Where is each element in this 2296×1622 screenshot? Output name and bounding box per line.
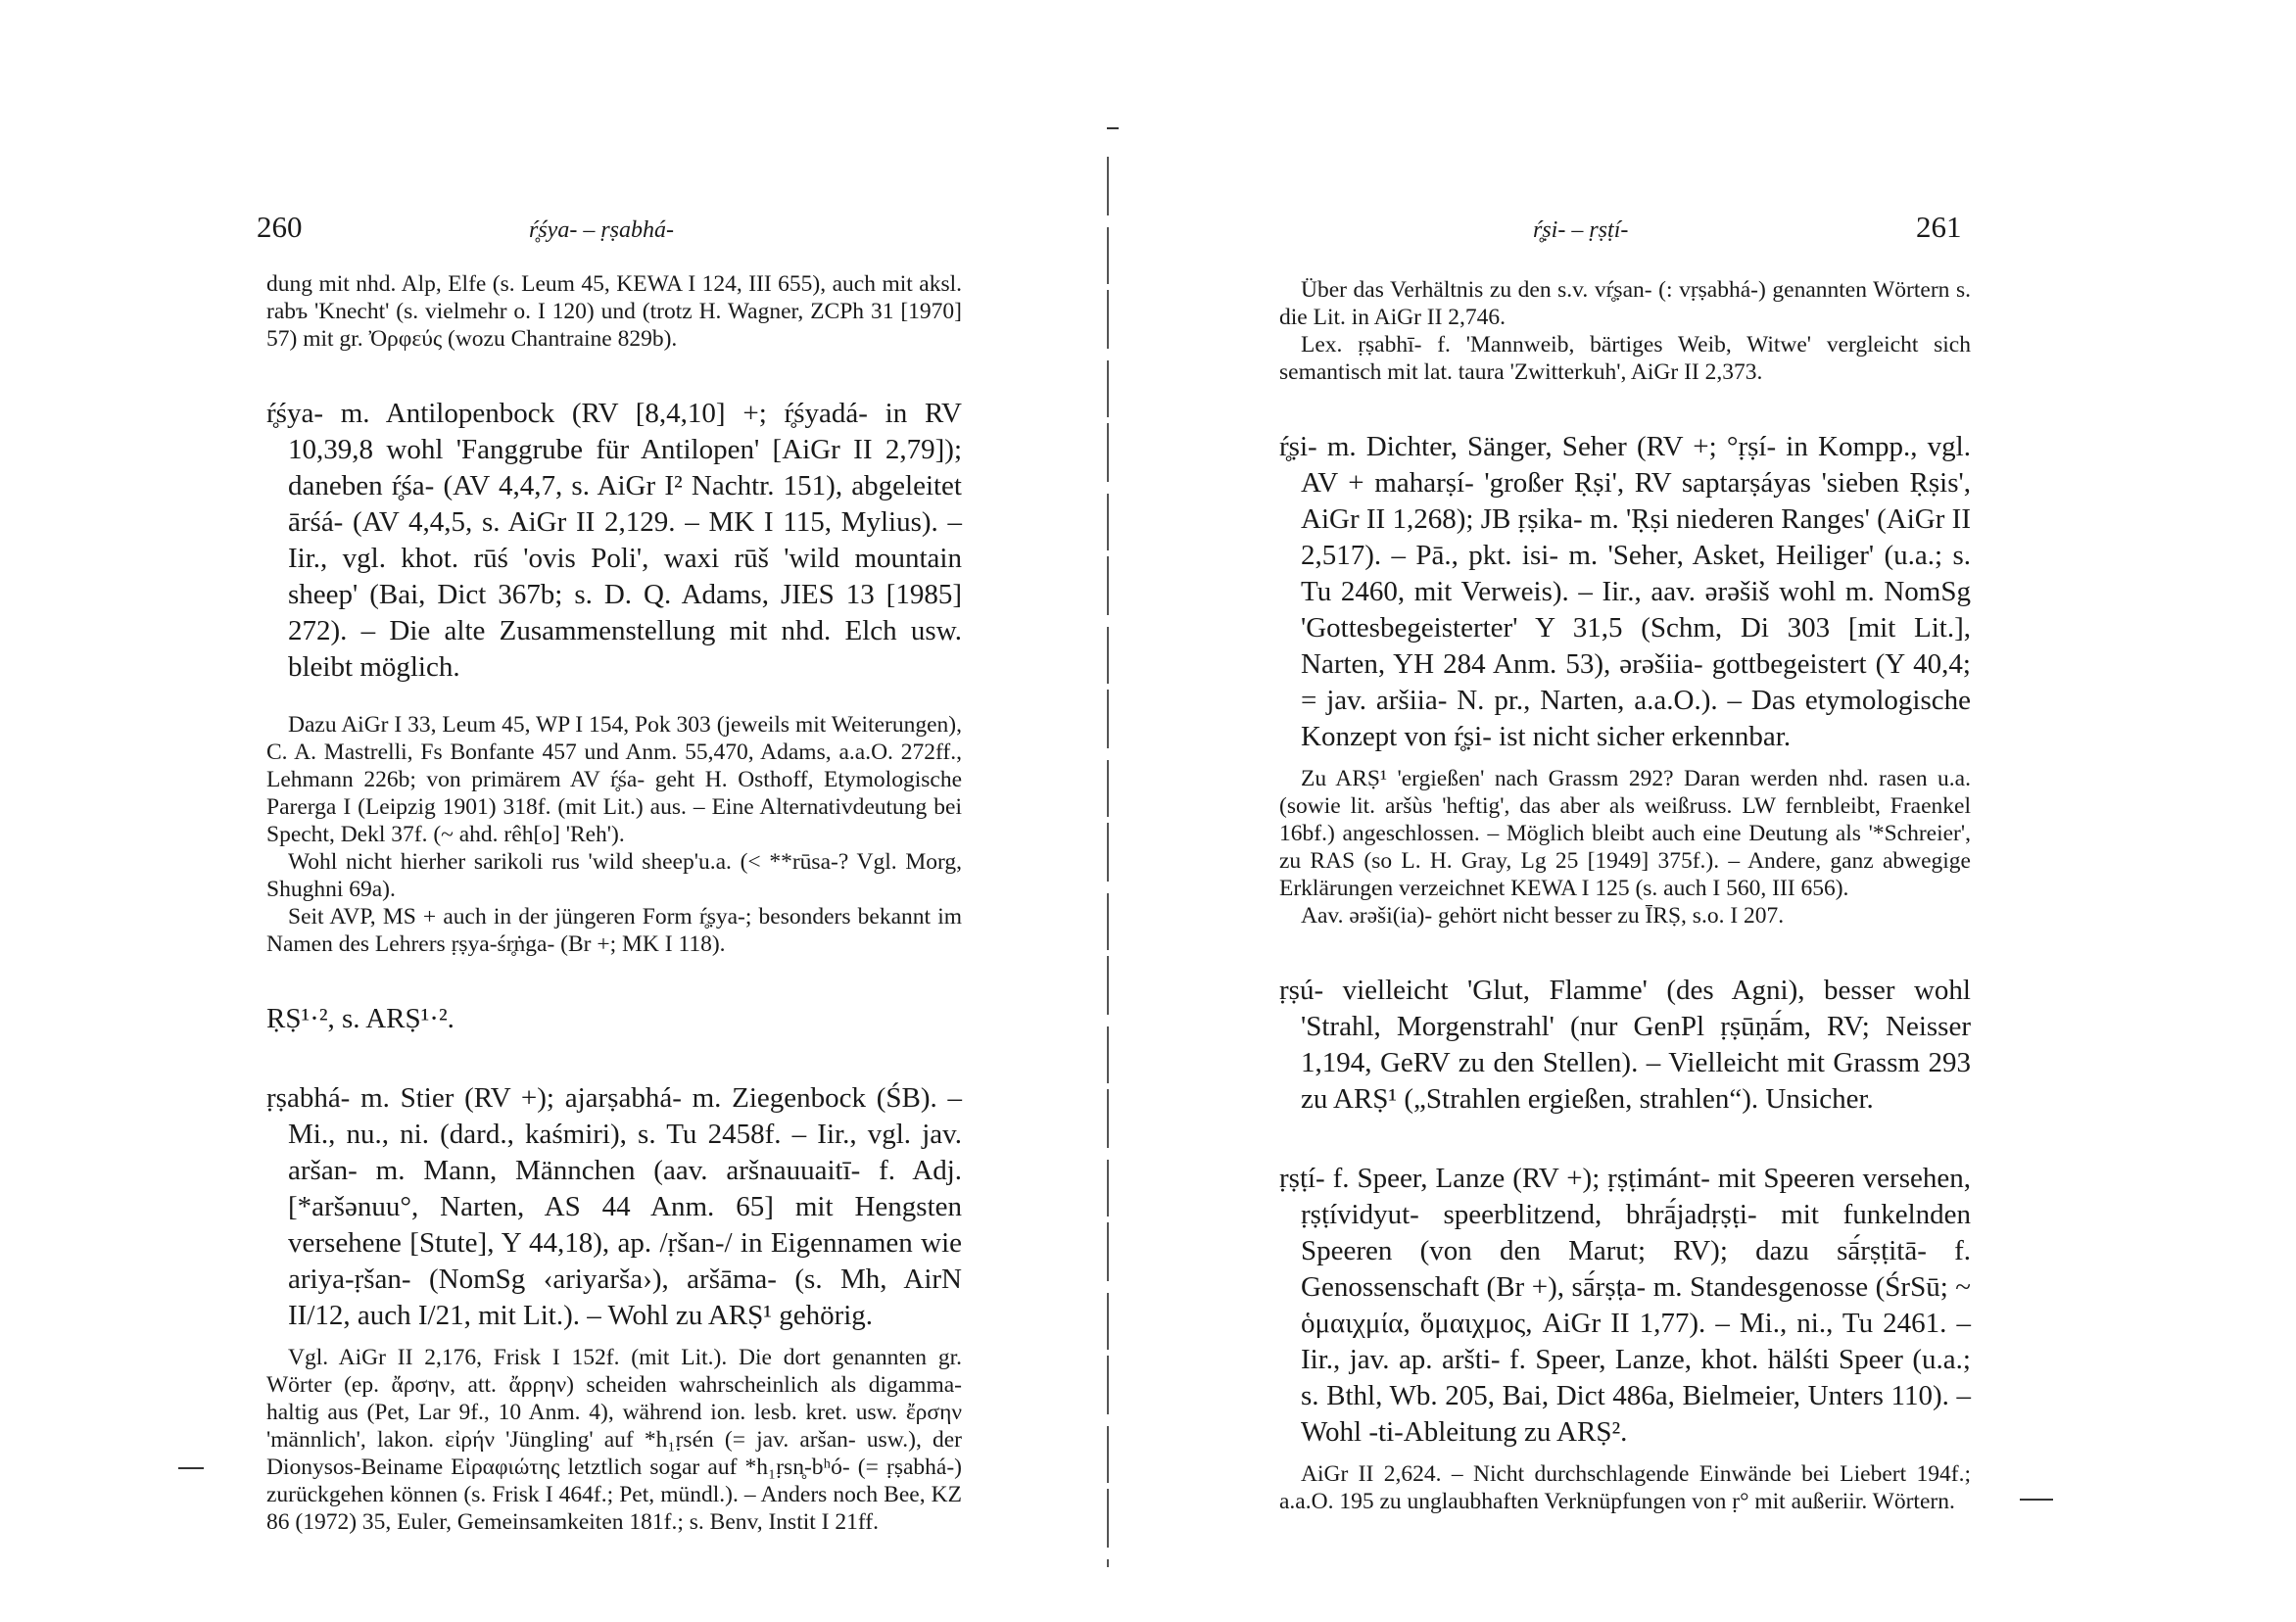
text-column — [1279, 276, 1971, 1515]
note-paragraph: Lex. ṛṣabhī- f. 'Mannweib, bärtiges Weib, Witwe' vergleicht sich semantisch mit lat. taura 'Zwitterkuh', AiGr II 2,373. — [1279, 332, 1971, 385]
paragraph-continuation: dung mit nhd. Alp, Elfe (s. Leum 45, KEWA I 124, III 655), auch mit aksl. rabъ 'Knecht' (s. vielmehr o. I 120) und (trotz H. Wagner, ZCPh 31 [1970] 57) mit gr. Ὀρφεύς (wozu Chantraine 829b). — [266, 271, 962, 352]
text-column — [266, 270, 962, 1536]
running-head: ŕ̥ṣi- – ṛṣṭí- — [1533, 217, 1629, 243]
entry-rsu: ṛṣú- vielleicht 'Glut, Flamme' (des Agni), besser wohl 'Strahl, Morgenstrahl' (nur GenPl ṛṣūṇā́m, RV; Neisser 1,194, GeRV zu den Stellen). – Vielleicht mit Grassm 293 zu ARṢ¹ („Strahlen ergießen, strahlen“). Unsicher. — [1279, 975, 1971, 1115]
entry-rsti: ṛṣṭí- f. Speer, Lanze (RV +); ṛṣṭimánt- mit Speeren versehen, ṛṣṭívidyut- speerblitzend, bhrā́jadṛṣṭi- mit funkelnden Speeren (von den Marut; RV); dazu sā́rṣṭitā- f. Genossenschaft (Br +), sā́rṣṭa- m. Standesgenosse (ŚrSū; ~ ὁμαιχμία, ὅμαιχμος, AiGr II 1,77). – Mi., ni., Tu 2461. – Iir., jav. ap. aršti- f. Speer, Lanze, khot. hälśti Speer (u.a.; s. Bthl, Wb. 205, Bai, Dict 486a, Bielmeier, Unters 110). – Wohl -ti-Ableitung zu ARṢ². — [1279, 1163, 1971, 1448]
note-paragraph: AiGr II 2,624. – Nicht durchschlagende Einwände bei Liebert 194f.; a.a.O. 195 zu unglaubhaften Verknüpfungen von ṛ° mit außeriir. Wörtern. — [1279, 1461, 1971, 1514]
note-paragraph: Zu ARṢ¹ 'ergießen' nach Grassm 292? Daran werden nhd. rasen u.a. (sowie lit. aršùs 'heftig', das aber als weißruss. LW fernbleibt, Fraenkel 16bf.) angeschlossen. – Möglich bleibt auch eine Deutung als '*Schreier', zu RAS (so L. H. Gray, Lg 25 [1949] 375f.). – Andere, ganz abwegige Erklärungen verzeichnet KEWA I 125 (s. auch I 560, III 656). — [1279, 766, 1971, 901]
note-paragraph: Seit AVP, MS + auch in der jüngeren Form ŕ̥ṣya-; besonders bekannt im Namen des Lehrers ṛṣya-śr̥ṅga- (Br +; MK I 118). — [266, 904, 962, 957]
page-number: 260 — [257, 210, 303, 244]
note-paragraph: Aav. ərəši(ia)- gehört nicht besser zu ĪRṢ, s.o. I 207. — [1301, 903, 1785, 929]
entry-rsya: ŕ̥śya- m. Antilopenbock (RV [8,4,10] +; ŕ̥śyadá- in RV 10,39,8 wohl 'Fanggrube für Antilopen' [AiGr II 2,79]); daneben ŕ̥śa- (AV 4,4,7, s. AiGr I² Nachtr. 151), abgeleitet ārśá- (AV 4,4,5, s. AiGr II 2,129. – MK I 115, Mylius). – Iir., vgl. khot. rūś 'ovis Poli', waxi rūš 'wild mountain sheep' (Bai, Dict 367b; s. D. Q. Adams, JIES 13 [1985] 272). – Die alte Zusammenstellung mit nhd. Elch usw. bleibt möglich. — [266, 398, 962, 683]
note-paragraph: Vgl. AiGr II 2,176, Frisk I 152f. (mit Lit.). Die dort genannten gr. Wörter (ep. ἄρσην, att. ἄρρην) scheiden wahrscheinlich als digamma-haltig aus (Pet, Lar 9f., 10 Anm. 4), während ion. lesb. kret. usw. ἔρσην 'männlich', lakon. εἰρήν 'Jüngling' auf *h₁ṛsén (= jav. aršan- usw.), der Dionysos-Beiname Εἰραφιώτης letztlich sogar auf *h₁ṛsn̥-bʰó- (= ṛṣabhá-) zurückgehen können (s. Frisk I 464f.; Pet, mündl.). – Anders noch Bee, KZ 86 (1972) 35, Euler, Gemeinsamkeiten 181f.; s. Benv, Instit I 21ff. — [266, 1345, 962, 1535]
note-paragraph: Über das Verhältnis zu den s.v. vŕ̥ṣan- (: vṛṣabhá-) genannten Wörtern s. die Lit. in AiGr II 2,746. — [1279, 277, 1971, 330]
entry-rs-crossref: ṚṢ¹·², s. ARṢ¹·². — [266, 1003, 454, 1034]
entry-rsi: ŕ̥ṣi- m. Dichter, Sänger, Seher (RV +; °ṛṣí- in Kompp., vgl. AV + maharṣí- 'großer Ṛṣi', RV saptarṣáyas 'sieben Ṛṣis', AiGr II 1,268); JB ṛṣika- m. 'Ṛṣi niederen Ranges' (AiGr II 2,517). – Pā., pkt. isi- m. 'Seher, Asket, Heiliger' (u.a.; s. Tu 2460, mit Verweis). – Iir., aav. ərəšiš wohl m. NomSg 'Gottesbegeisterter' Y 31,5 (Schm, Di 303 [mit Lit.], Narten, YH 284 Anm. 53), ərəšiia- gottbegeistert (Y 40,4; = jav. aršiia- N. pr., Narten, a.a.O.). – Das etymologische Konzept von ŕ̥ṣi- ist nicht sicher erkennbar. — [1279, 431, 1971, 752]
entry-rsabha: ṛṣabhá- m. Stier (RV +); ajarṣabhá- m. Ziegenbock (ŚB). – Mi., nu., ni. (dard., kaśmiri), s. Tu 2458f. – Iir., vgl. jav. aršan- m. Mann, Männchen (aav. aršnauuaitī- f. Adj. [*aršənuu°, Narten, AS 44 Anm. 65] mit Hengsten versehene [Stute], Y 44,18), ap. /ṛšan-/ in Eigennamen wie ariya-ṛšan- (NomSg ‹ariyarša›), aršāma- (s. Mh, AirN II/12, auch I/21, mit Lit.). – Wohl zu ARṢ¹ gehörig. — [266, 1082, 962, 1331]
left-page — [0, 0, 1107, 1622]
note-paragraph: Wohl nicht hierher sarikoli rus 'wild sheep'u.a. (< **rūsa-? Vgl. Morg, Shughni 69a). — [266, 849, 962, 902]
running-head: ŕ̥śya- – ṛṣabhá- — [529, 217, 674, 243]
margin-mark — [2020, 1499, 2053, 1501]
right-page — [1107, 0, 2296, 1622]
page-number: 261 — [1916, 210, 1962, 244]
note-paragraph: Dazu AiGr I 33, Leum 45, WP I 154, Pok 303 (jeweils mit Weiterungen), C. A. Mastrelli, Fs Bonfante 457 und Anm. 55,470, Adams, a.a.O. 272ff., Lehmann 226b; von primärem AV ŕ̥śa- geht H. Osthoff, Etymologische Parerga I (Leipzig 1901) 318f. (mit Lit.) aus. – Eine Alternativdeutung bei Specht, Dekl 37f. (~ ahd. rêh[o] 'Reh'). — [266, 712, 962, 847]
margin-mark — [178, 1467, 204, 1469]
